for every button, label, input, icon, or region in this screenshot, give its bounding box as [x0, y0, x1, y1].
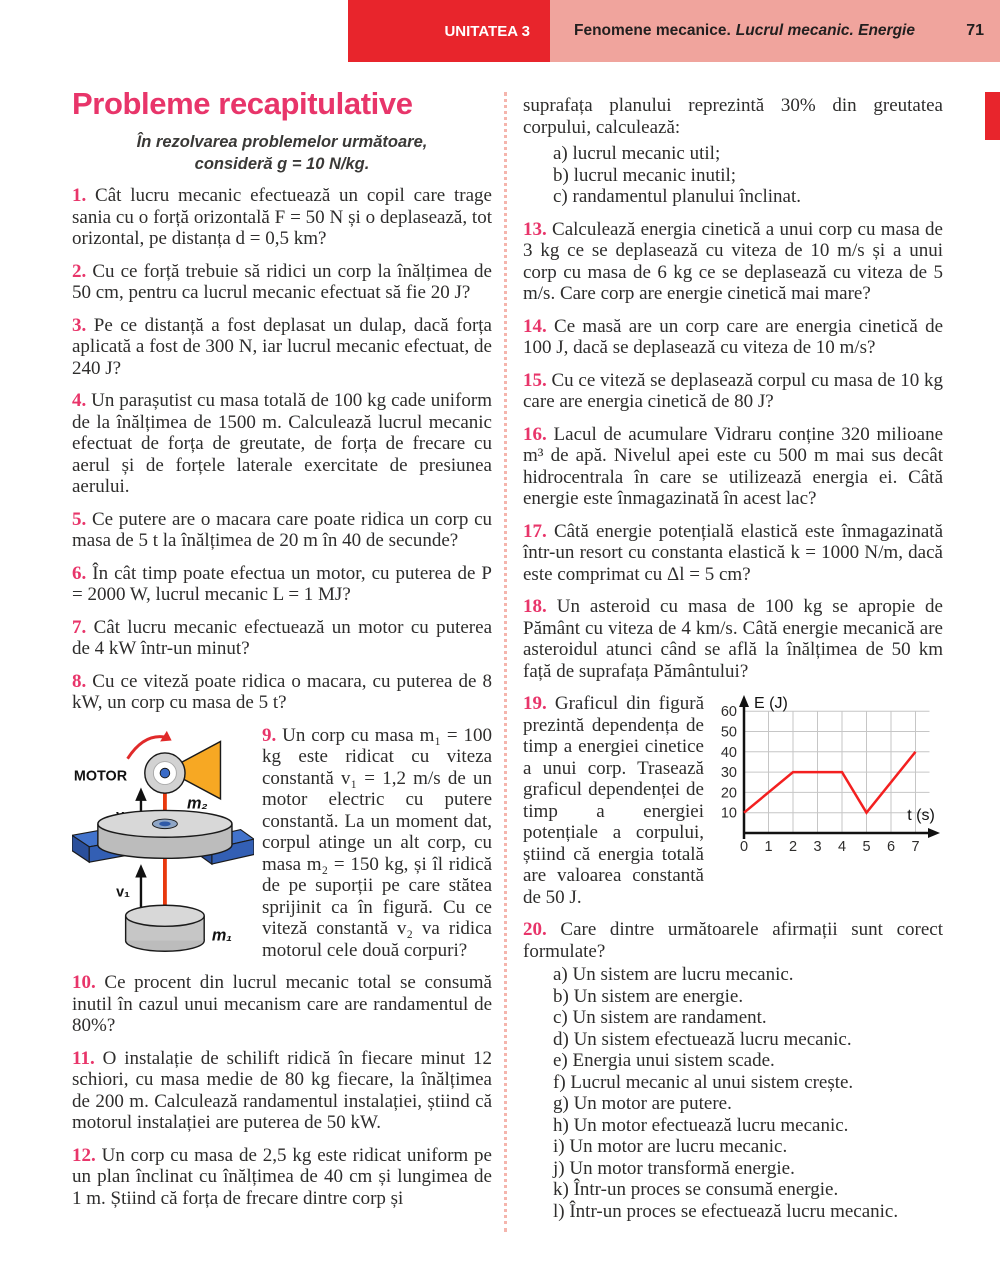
tick-label: 6: [886, 839, 896, 855]
chapter-title-regular: Fenomene mecanice.: [574, 22, 731, 39]
problem-number: 12.: [72, 1144, 96, 1166]
problem-5: 5. Ce putere are o macara care poate ridica un corp cu masa de 5 t la înălțimea de 20 m în 40 de secunde?: [72, 508, 492, 551]
problem-number: 18.: [523, 596, 547, 617]
tick-label: 30: [720, 765, 737, 782]
option-line: k) Într-un proces se consumă energie.: [553, 1179, 839, 1200]
problem-number: 5.: [72, 508, 87, 530]
motor-label: MOTOR: [73, 768, 128, 785]
problem-10: 10. Ce procent din lucrul mecanic total se consumă inutil în cazul unui mecanism care are randamentul de 80%?: [72, 972, 492, 1036]
tick-label: 2: [788, 839, 798, 855]
option-line: g) Un motor are putere.: [553, 1093, 732, 1114]
right-column: [523, 95, 943, 1222]
problems-13-18: [523, 219, 943, 683]
option-line: a) lucrul mecanic util;: [553, 143, 721, 164]
problem-17: 17. Câtă energie potențială elastică este înmagazinată într-un resort cu constanta elastică k = 1000 N/m, dacă este comprimat cu Δl = 5 cm?: [523, 520, 943, 585]
problem-text: Un corp cu masa m₁ = 100 kg este ridicat cu viteza constantă v₁ = 1,2 m/s de un motor electric cu putere constantă. La un moment dat, corpul atinge un alt corp, cu masa m₂ = 150 kg, și îl ridică de pe suporții pe care stătea sprijinit ca în figură. Cu ce viteză constantă v₂ va ridica motorul cele două corpuri?: [262, 724, 493, 961]
tick-label: 1: [764, 839, 773, 855]
m2-label: m₂: [186, 794, 208, 813]
option-line: c) randamentul planului înclinat.: [553, 186, 801, 207]
tick-label: 60: [720, 704, 737, 721]
option-line: l) Într-un proces se efectuează lucru mecanic.: [553, 1200, 899, 1222]
problem-20: [523, 919, 943, 962]
problem-number: 4.: [72, 390, 87, 411]
problem-number: 1.: [72, 185, 87, 206]
chart-canvas: [708, 693, 943, 865]
problem-number: 17.: [523, 520, 547, 542]
motor-pulley-figure: [72, 727, 254, 959]
motor-figure-canvas: [72, 727, 254, 959]
tick-label: 40: [720, 744, 737, 761]
tick-label: 7: [911, 839, 920, 855]
problem-number: 19.: [523, 693, 547, 714]
cylinder-m1: [126, 905, 205, 951]
problem-number: 3.: [72, 314, 87, 336]
problem-7: 7. Cât lucru mecanic efectuează un motor cu puterea de 4 kW într-un minut?: [72, 616, 492, 659]
problem-11: 11. O instalație de schilift ridică în fiecare minut 12 schiori, cu masa medie de 80 kg fiecare, la înălțimea de 200 m. Calculează randamentul instalației, știind că motorul instalației are puterea de 50 kW.: [72, 1047, 492, 1133]
problem-12: 12. Un corp cu masa de 2,5 kg este ridicat uniform pe un plan înclinat cu înălțimea de 40 cm și lungimea de 1 m. Știind că forța de frecare dintre corp și: [72, 1144, 492, 1209]
problem-number: 7.: [72, 616, 87, 638]
x-axis-label: t (s): [907, 807, 935, 824]
problem-number: 2.: [72, 260, 87, 282]
page-title: Probleme recapitulative: [72, 86, 413, 121]
m1-label: m₁: [211, 926, 233, 945]
problem-3: 3. Pe ce distanță a fost deplasat un dulap, dacă forța aplicată a fost de 300 N, iar lucrul mecanic efectuat, de 240 J?: [72, 314, 492, 379]
problem-number: 11.: [72, 1047, 95, 1069]
x-axis-arrow: [928, 828, 940, 838]
unit-label: UNITATEA 3: [444, 22, 530, 40]
option-line: e) Energia unui sistem scade.: [553, 1050, 775, 1071]
y-axis-arrow: [739, 695, 749, 707]
option-line: b) Un sistem are energie.: [553, 985, 744, 1007]
unit-side-tab: [985, 92, 1000, 140]
intro-line-1: În rezolvarea problemelor următoare,: [136, 133, 428, 151]
intro-note: [72, 131, 492, 175]
tick-label: 10: [720, 805, 737, 822]
column-divider: [504, 92, 507, 1232]
problem-number: 9.: [262, 724, 277, 746]
problem-9-block: [72, 725, 492, 973]
problem-12-options: [523, 143, 943, 208]
option-line: b) lucrul mecanic inutil;: [553, 164, 737, 186]
tick-label: 20: [720, 785, 737, 802]
chapter-bar: [550, 0, 1000, 62]
problem-2: 2. Cu ce forță trebuie să ridici un corp la înălțimea de 50 cm, pentru ca lucrul mecanic efectuat să fie 20 J?: [72, 260, 492, 303]
option-line: c) Un sistem are randament.: [553, 1007, 767, 1028]
v1-label: v₁: [116, 884, 131, 901]
option-line: a) Un sistem are lucru mecanic.: [553, 964, 794, 985]
tick-label: 3: [813, 839, 822, 855]
problem-number: 16.: [523, 423, 547, 445]
problem-6: 6. În cât timp poate efectua un motor, cu puterea de P = 2000 W, lucrul mecanic L = 1 MJ?: [72, 562, 492, 605]
unit-badge: [348, 0, 550, 62]
left-column: [72, 86, 492, 1220]
problem-18: 18. Un asteroid cu masa de 100 kg se apropie de Pământ cu viteza de 4 km/s. Câtă energie mecanică are asteroidul atunci când se află la înălțimea de 50 km față de suprafața Pământului?: [523, 596, 943, 682]
problem-1: 1. Cât lucru mecanic efectuează un copil care trage sania cu o forță orizontală F = 50 N și o deplasează, tot orizontal, pe distanța d = 0,5 km?: [72, 185, 492, 249]
page-header: [348, 0, 1000, 62]
disk-m2: [98, 810, 232, 858]
problem-4: 4. Un parașutist cu masa totală de 100 kg cade uniform de la înălțimea de 1500 m. Calculează lucrul mecanic efectuat de forța de greutate, de forța de frecare cu aerul și de forțele laterale exercitate de presiunea aerului.: [72, 390, 492, 497]
problem-12-continuation: suprafața planului reprezintă 30% din greutatea corpului, calculează:: [523, 95, 943, 138]
y-axis-label: E (J): [754, 695, 788, 712]
energy-time-chart: [708, 693, 943, 865]
energy-curve: [744, 752, 916, 813]
option-line: f) Lucrul mecanic al unui sistem crește.: [553, 1071, 854, 1093]
problem-number: 6.: [72, 562, 87, 584]
option-line: d) Un sistem efectuează lucru mecanic.: [553, 1028, 852, 1050]
problem-number: 8.: [72, 670, 87, 692]
problems-1-8: [72, 185, 492, 714]
option-line: i) Un motor are lucru mecanic.: [553, 1136, 788, 1157]
problem-number: 20.: [523, 919, 547, 940]
intro-line-2: consideră g = 10 N/kg.: [194, 155, 370, 173]
problem-20-options: [523, 964, 943, 1222]
problem-text: Graficul din figură prezintă dependența de timp a energiei cinetice a unui corp. Trasează graficul dependenței de timp a energiei potențiale a corpului, știind că energia totală are valoarea constantă de 50 J.: [523, 693, 705, 908]
problem-number: 15.: [523, 369, 547, 391]
problem-8: 8. Cu ce viteză poate ridica o macara, cu puterea de 8 kW, un corp cu masa de 5 t?: [72, 670, 492, 713]
problem-number: 14.: [523, 315, 547, 337]
problem-16: 16. Lacul de acumulare Vidraru conține 320 milioane m³ de apă. Nivelul apei este cu 500 m mai sus decât hidrocentrala în care se utilizează energia ei. Câtă energie este înmagazinată în acest lac?: [523, 423, 943, 509]
option-line: j) Un motor transformă energie.: [553, 1157, 795, 1179]
option-line: h) Un motor efectuează lucru mecanic.: [553, 1114, 849, 1136]
problem-14: 14. Ce masă are un corp care are energia cinetică de 100 J, dacă se deplasează cu viteza de 10 m/s?: [523, 315, 943, 358]
tick-label: 50: [720, 724, 737, 741]
problems-10-12: [72, 972, 492, 1209]
tick-label: 4: [837, 839, 847, 855]
problem-15: 15. Cu ce viteză se deplasează corpul cu masa de 10 kg care are energia cinetică de 80 J?: [523, 369, 943, 412]
problem-19-block: [523, 693, 943, 919]
problem-number: 13.: [523, 218, 547, 240]
tick-label: 5: [862, 839, 871, 855]
problem-13: 13. Calculează energia cinetică a unui corp cu masa de 3 kg ce se deplasează cu viteza de 10 m/s și a unui corp cu masa de 6 kg ce se deplasează cu viteza de 5 m/s. Care corp are energie cinetică mai mare?: [523, 218, 943, 304]
problem-text: Care dintre următoarele afirmații sunt corect formulate?: [523, 919, 943, 962]
problem-number: 10.: [72, 972, 96, 993]
tick-label: 0: [739, 839, 749, 855]
chapter-title-italic: Lucrul mecanic. Energie: [735, 22, 915, 39]
page-number: 71: [966, 22, 984, 39]
